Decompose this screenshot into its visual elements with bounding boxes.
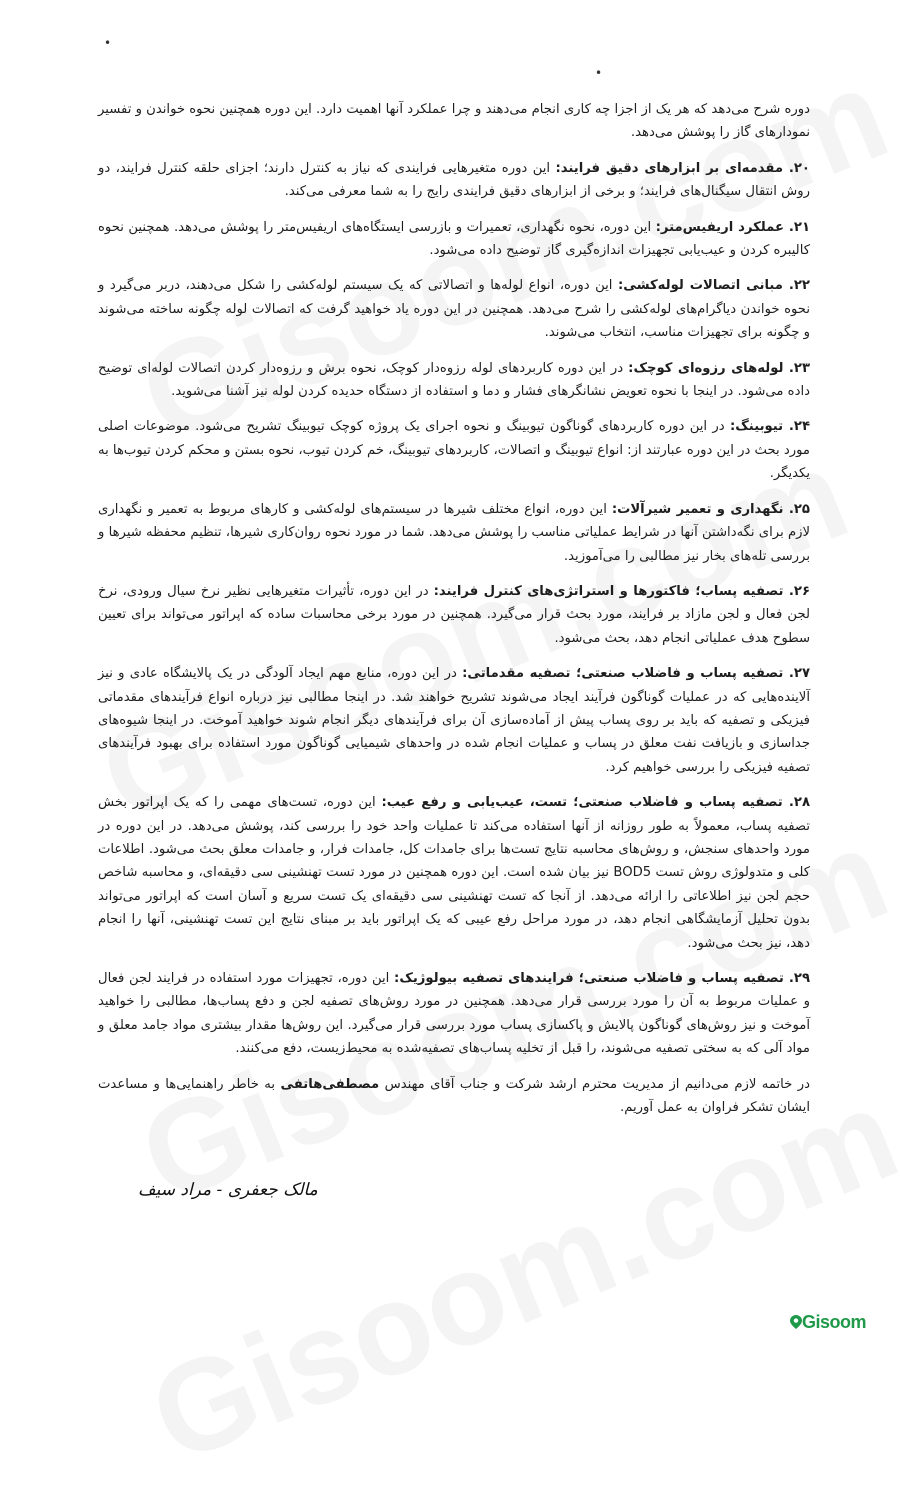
paragraph-heading: ۲۴. تیوبینگ:: [730, 419, 811, 435]
paragraph-body: در این دوره، منابع مهم ایجاد آلودگی در یک پالایشگاه عادی و نیز آلاینده‌هایی که در عملیات گوناگون فرآیند ایجاد می‌شوند تشریح خواهند شد. در اینجا مطالبی نیز درباره انواع فرآیندهای مقدماتی فیزیکی و تصفیه که باید بر روی پساب پیش از آماده‌سازی آن برای فرآیندهای دیگر انجام شوند خواهید آموخت. در اینجا شیوه‌های جداسازی و بازیافت نفت معلق در پساب و عملیات انجام شده در واحدهای شیمیایی گوناگون مورد استفاده برای بهبود فرآیندهای تصفیه فیزیکی را بررسی خواهیم کرد.: [98, 666, 810, 775]
paragraph-21: [98, 216, 810, 263]
paragraph-heading: ۲۳. لوله‌های رزوه‌ای کوچک:: [628, 360, 811, 376]
paragraph-heading: ۲۲. مبانی اتصالات لوله‌کشی:: [617, 278, 810, 294]
paragraph-22: [98, 274, 810, 344]
paragraph-body: این دوره متغیرهایی فرایندی که نیاز به کنترل دارند؛ اجزای حلقه کنترل فرایند، دو روش انتقال سیگنال‌های فرایند؛ و برخی از ابزارهای دقیق فرایندی رایج را به شما معرفی می‌کند.: [98, 160, 810, 200]
paragraph-heading: ۲۰. مقدمه‌ای بر ابزارهای دقیق فرایند:: [555, 160, 810, 176]
pin-icon: [790, 1315, 802, 1329]
paragraph-20: [98, 157, 810, 204]
paragraph-intro: دوره شرح می‌دهد که هر یک از اجزا چه کاری انجام می‌دهند و چرا عملکرد آنها اهمیت دارد. این دوره همچنین نحوه خواندن و تفسیر نمودارهای گاز را پوشش می‌دهد.: [98, 102, 810, 141]
paragraph-body: این دوره، تجهیزات مورد استفاده در فرایند لجن فعال و عملیات مربوط به آن را مورد بررسی قرار می‌دهد. همچنین در مورد روش‌های تصفیه لجن و دفع پساب‌ها، مطالبی را خواهید آموخت و نیز روش‌های گوناگون پالایش و پاکسازی پساب مورد بررسی قرار می‌گیرد. این روش‌ها مقدار بیشتری مواد جامد معلق و مواد آلی که به سختی تصفیه می‌شوند، را قبل از تخلیه پساب‌های تصفیه‌شده به محیط‌زیست، دفع می‌کنند.: [98, 971, 810, 1057]
paragraph-heading: ۲۶. تصفیه پساب؛ فاکتورها و استراتژی‌های کنترل فرایند:: [433, 583, 811, 599]
paragraph-body: این دوره، نحوه نگهداری، تعمیرات و بازرسی ایستگاه‌های اریفیس‌متر را پوشش می‌دهد. همچنین نحوه کالیبره کردن و عیب‌یابی تجهیزات اندازه‌گیری گاز توضیح داده می‌شود.: [98, 219, 810, 259]
scan-speck: •: [595, 66, 603, 80]
paragraph-body: در این دوره کاربردهای لوله رزوه‌دار کوچک، نحوه برش و رزوه‌دار کردن اتصالات لوله‌ای توضیح داده می‌شود. در اینجا با نحوه تعویض نشانگرهای فشار و دما و استفاده از دستگاه حدیده کردن لوله نیز آشنا می‌شوید.: [98, 360, 810, 400]
paragraph-body: این دوره، انواع لوله‌ها و اتصالاتی که یک سیستم لوله‌کشی را شکل می‌دهند، دربر می‌گیرد و نحوه خواندن دیاگرام‌های لوله‌کشی را شرح می‌دهد. همچنین در این دوره یاد خواهید گرفت که اتصالات لوله چگونه ساخته می‌شوند و چگونه برای تجهیزات مناسب، انتخاب می‌شوند.: [98, 278, 810, 341]
paragraph-23: [98, 357, 810, 404]
document-body: [98, 98, 810, 1131]
paragraph-25: [98, 498, 810, 568]
paragraph-27: [98, 662, 810, 779]
paragraph-heading: ۲۱. عملکرد اریفیس‌متر:: [655, 219, 811, 235]
gisoom-logo: Gisoom: [790, 1312, 866, 1333]
paragraph-body: در این دوره کاربردهای گوناگون تیوبینگ و نحوه اجرای یک پروژه کوچک تیوبینگ تشریح می‌شود. موضوعات اصلی مورد بحث در این دوره عبارتند از: انواع تیوبینگ و اتصالات، کاربردهای تیوبینگ، خم کردن تیوب، نحوه بستن و محکم کردن تیوب‌ها به یکدیگر.: [98, 419, 810, 482]
paragraph-heading: ۲۷. تصفیه پساب و فاضلاب صنعتی؛ تصفیه مقدماتی:: [462, 666, 810, 682]
paragraph-heading: ۲۵. نگهداری و تعمیر شیرآلات:: [611, 501, 810, 517]
closing-paragraph: در خاتمه لازم می‌دانیم از مدیریت محترم ارشد شرکت و جناب آقای مهندس مصطفی‌هاتفی به خاطر راهنمایی‌ها و مساعدت ایشان تشکر فراوان به عمل آوریم.: [98, 1076, 810, 1116]
paragraph-26: [98, 580, 810, 650]
paragraph-28: [98, 791, 810, 955]
signature: مالک جعفری - مراد سیف: [138, 1180, 318, 1200]
paragraph-body: این دوره، انواع مختلف شیرها در سیستم‌های لوله‌کشی و کارهای مربوط به تعمیر و نگهداری لازم برای نگه‌داشتن آنها در شرایط عملیاتی مناسب را پوشش می‌دهد. شما در مورد نحوه روان‌کاری شیرها، تنظیم محفظه شیرها و بررسی تله‌های بخار نیز مطالبی را می‌آموزید.: [98, 501, 810, 564]
scan-speck: •: [104, 36, 112, 50]
closing-name: مصطفی‌هاتفی: [280, 1076, 380, 1092]
paragraph-heading: ۲۸. تصفیه پساب و فاضلاب صنعتی؛ تست، عیب‌یابی و رفع عیب:: [381, 795, 810, 811]
paragraph-body: در این دوره، تأثیرات متغیرهایی نظیر نرخ سیال ورودی، نرخ لجن فعال و لجن مازاد بر فرایند، مورد بحث قرار می‌گیرد. همچنین در مورد برخی محاسبات ساده که اپراتور می‌تواند برای تعیین سطوح هدف عملیاتی انجام دهد، بحث می‌شود.: [98, 583, 810, 646]
paragraph-29: [98, 967, 810, 1061]
paragraph-24: [98, 415, 810, 485]
paragraph-heading: ۲۹. تصفیه پساب و فاضلاب صنعتی؛ فرایندهای تصفیه بیولوژیک:: [394, 971, 811, 986]
paragraph-body: این دوره، تست‌های مهمی را که یک اپراتور بخش تصفیه پساب، معمولاً به طور روزانه از آنها استفاده می‌کند تا عملیات واحد خود را بررسی کند، پوشش می‌دهد. در این دوره در مورد واحدهای سنجش، و روش‌های محاسبه نتایج تست‌ها برای جامدات کل، جامدات فرار، و جامدات معلق بحث می‌شود. اطلاعات کلی و متدولوژی روش تست BOD5 نیز بیان شده است. این دوره همچنین در مورد تست تهنشینی سی دقیقه‌ای، و محاسبه شاخص حجم لجن نیز اطلاعاتی را ارائه می‌دهد. از آنجا که تست تهنشینی سی دقیقه‌ای یک تست سریع و آسان است که اپراتور می‌تواند بدون تحلیل آزمایشگاهی انجام دهد، در مورد مراحل رفع عیبی که یک اپراتور باید بر مبنای نتایج این تست تهنشینی، آنها را انجام دهد، نیز بحث می‌شود.: [98, 795, 810, 951]
